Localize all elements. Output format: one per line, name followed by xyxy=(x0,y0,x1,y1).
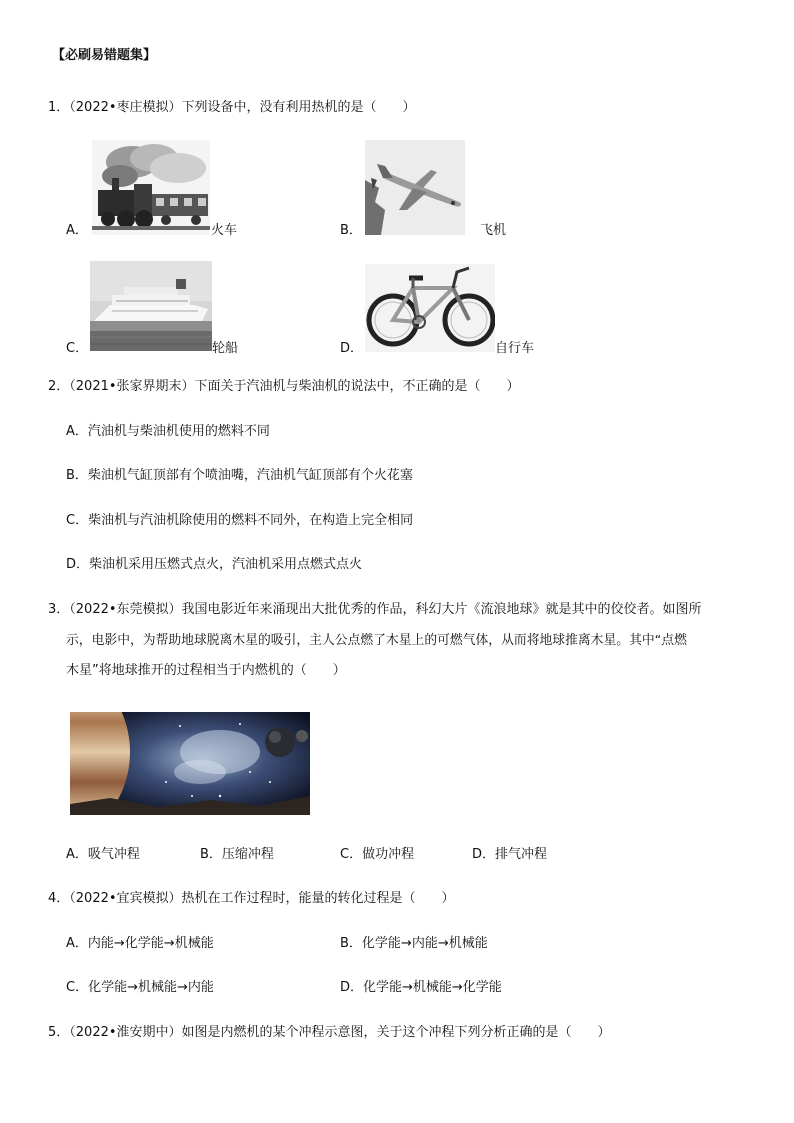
option-letter: C． xyxy=(66,513,89,528)
option-letter: D． xyxy=(340,980,364,995)
option-b-text: 飞机 xyxy=(480,223,507,238)
option-text: 汽油机与柴油机使用的燃料不同 xyxy=(87,424,270,439)
option-a-text: 火车 xyxy=(211,223,238,238)
question-4-stem xyxy=(48,891,455,907)
q2-option-d xyxy=(66,557,362,573)
option-b-letter: B． xyxy=(340,223,362,238)
question-5-stem xyxy=(48,1025,611,1041)
question-number: 2． xyxy=(48,379,70,394)
question-number: 1． xyxy=(48,100,70,115)
option-text: 柴油机采用压燃式点火，汽油机采用点燃式点火 xyxy=(89,557,363,572)
option-text: 化学能→内能→机械能 xyxy=(361,936,488,951)
option-text: 柴油机气缸顶部有个喷油嘴，汽油机气缸顶部有个火花塞 xyxy=(87,468,413,483)
q4-option-a xyxy=(66,936,214,952)
jupiter-space-image xyxy=(70,712,310,815)
option-letter: A． xyxy=(66,424,88,439)
question-source: （2022•宜宾模拟） xyxy=(69,891,182,906)
steam-train-image xyxy=(92,140,210,235)
option-text: 柴油机与汽油机除使用的燃料不同外，在构造上完全相同 xyxy=(88,513,414,528)
question-3-stem-line-2: 示，电影中，为帮助地球脱离木星的吸引，主人公点燃了木星上的可燃气体，从而将地球推离木星。其中“点燃 xyxy=(66,633,687,648)
section-title: 【必刷易错题集】 xyxy=(52,48,157,63)
question-number: 5． xyxy=(48,1025,70,1040)
option-text: 压缩冲程 xyxy=(221,847,274,862)
option-a-letter: A． xyxy=(66,223,88,238)
question-source: （2022•淮安期中） xyxy=(69,1025,182,1040)
cruise-ship-image xyxy=(90,261,212,351)
q4-option-d xyxy=(340,980,502,996)
option-letter: A． xyxy=(66,936,88,951)
q2-option-b xyxy=(66,468,413,484)
q2-option-c xyxy=(66,513,413,529)
question-3-stem-line-1 xyxy=(48,602,702,618)
question-text: 下面关于汽油机与柴油机的说法中，不正确的是（ ） xyxy=(194,379,520,394)
question-text: 如图是内燃机的某个冲程示意图，关于这个冲程下列分析正确的是（ ） xyxy=(181,1025,611,1040)
question-source: （2022•枣庄模拟） xyxy=(69,100,182,115)
option-letter: C． xyxy=(66,980,89,995)
q3-option-d xyxy=(472,847,547,863)
q4-option-c xyxy=(66,980,214,996)
option-letter: B． xyxy=(200,847,222,862)
q2-option-a xyxy=(66,424,270,440)
question-text: 下列设备中，没有利用热机的是（ ） xyxy=(181,100,416,115)
option-letter: D． xyxy=(66,557,90,572)
option-letter: D． xyxy=(472,847,496,862)
question-1-stem xyxy=(48,100,416,116)
q3-option-c xyxy=(340,847,414,863)
option-text: 排气冲程 xyxy=(495,847,548,862)
option-letter: B． xyxy=(340,936,362,951)
option-text: 做功冲程 xyxy=(362,847,415,862)
option-letter: B． xyxy=(66,468,88,483)
option-c-text: 轮船 xyxy=(212,341,239,356)
question-3-stem-line-3: 木星”将地球推开的过程相当于内燃机的（ ） xyxy=(66,663,346,678)
option-letter: C． xyxy=(340,847,363,862)
option-text: 化学能→机械能→化学能 xyxy=(363,980,502,995)
q3-option-a xyxy=(66,847,140,863)
q4-option-b xyxy=(340,936,488,952)
airplane-image xyxy=(365,140,465,235)
option-text: 吸气冲程 xyxy=(87,847,140,862)
question-source: （2021•张家界期末） xyxy=(69,379,195,394)
question-text: 热机在工作过程时，能量的转化过程是（ ） xyxy=(181,891,455,906)
option-d-text: 自行车 xyxy=(495,341,535,356)
question-text: 我国电影近年来涌现出大批优秀的作品，科幻大片《流浪地球》就是其中的佼佼者。如图所 xyxy=(181,602,702,617)
bicycle-image xyxy=(365,264,495,352)
question-number: 3． xyxy=(48,602,70,617)
q3-option-b xyxy=(200,847,274,863)
question-number: 4． xyxy=(48,891,70,906)
question-2-stem xyxy=(48,379,520,395)
option-text: 内能→化学能→机械能 xyxy=(87,936,214,951)
question-source: （2022•东莞模拟） xyxy=(69,602,182,617)
option-c-letter: C． xyxy=(66,341,89,356)
option-letter: A． xyxy=(66,847,88,862)
option-text: 化学能→机械能→内能 xyxy=(88,980,214,995)
option-d-letter: D． xyxy=(340,341,364,356)
